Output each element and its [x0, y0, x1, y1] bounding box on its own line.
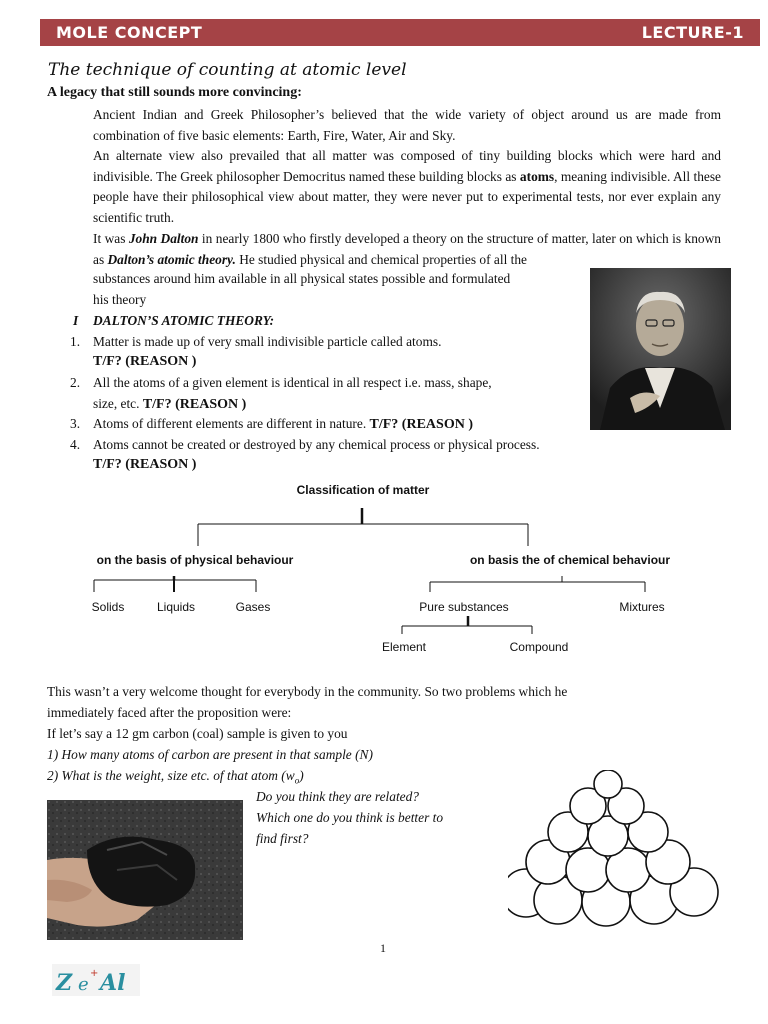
page-title: The technique of counting at atomic level — [48, 60, 407, 80]
diagram-root-label: Classification of matter — [296, 483, 430, 497]
diagram-gases: Gases — [235, 600, 271, 614]
header-title: MOLE CONCEPT — [56, 23, 203, 42]
svg-text:Z: Z — [56, 970, 73, 996]
ask-line-3: find first? — [256, 831, 309, 846]
list-item-continuation: size, etc. T/F? (REASON ) — [93, 396, 247, 412]
svg-text:Al: Al — [100, 970, 126, 996]
classification-diagram — [80, 476, 700, 661]
diagram-solids: Solids — [91, 600, 125, 614]
diagram-compound: Compound — [509, 640, 569, 654]
paragraph-2: An alternate view also prevailed that all matter was composed of tiny building blocks which were hard and indivisible. The Greek philosopher Democritus named these building blocks as atoms, meaning indivisible. All these people have their philosophical view about matter, they were never put to experimental tests, nor ever explain any scientific truth. — [93, 148, 721, 226]
question-1: 1) How many atoms of carbon are present in that sample (N) — [47, 747, 373, 762]
list-item-text: Matter is made up of very small indivisible particle called atoms. — [93, 334, 442, 349]
paragraph-3-line-4: substances around him available in all physical states possible and formulated — [93, 271, 511, 286]
list-item-text: Atoms cannot be created or destroyed by any chemical process or physical process. — [93, 437, 540, 452]
true-false-reason: T/F? (REASON ) — [93, 354, 197, 369]
question-2: 2) What is the weight, size etc. of that atom $(w_o)$ — [47, 768, 304, 786]
stacked-atoms-illustration — [508, 770, 720, 945]
list-item-number: 4. — [70, 437, 81, 452]
coal-sample-photo — [47, 800, 243, 940]
diagram-liquids: Liquids — [156, 600, 196, 614]
zeal-logo — [50, 962, 142, 998]
header-bar — [40, 19, 760, 46]
diagram-chemical-label: on basis the of chemical behaviour — [469, 553, 671, 567]
list-item-text-3: Atoms of different elements are different in nature. T/F? (REASON ) — [93, 416, 473, 432]
paragraph-4-line-2: immediately faced after the proposition were: — [47, 705, 292, 720]
list-item-number: 1. — [70, 334, 81, 349]
header-lecture: LECTURE-1 — [641, 23, 744, 42]
svg-text:e: e — [78, 974, 89, 995]
paragraph-1: Ancient Indian and Greek Philosopher’s believed that the wide variety of object around us are made from combination of five basic elements: Earth, Fire, Water, Air and Sky. — [93, 107, 721, 143]
section-title: DALTON’S ATOMIC THEORY: — [93, 313, 275, 328]
diagram-pure-substances: Pure substances — [419, 600, 509, 614]
paragraph-5: If let’s say a 12 gm carbon (coal) sample is given to you — [47, 726, 348, 741]
paragraph-3-line-5: his theory — [93, 292, 147, 307]
diagram-physical-label: on the basis of physical behaviour — [96, 553, 294, 567]
list-item-text: All the atoms of a given element is identical in all respect i.e. mass, shape, — [93, 375, 492, 390]
list-item-number: 3. — [70, 416, 81, 431]
ask-line-1: Do you think they are related? — [256, 789, 419, 804]
john-dalton-portrait — [590, 268, 731, 430]
true-false-reason: T/F? (REASON ) — [93, 457, 197, 472]
svg-text:+: + — [90, 968, 99, 979]
ask-line-2: Which one do you think is better to — [256, 810, 444, 825]
paragraph-3: It was John Dalton in nearly 1800 who firstly developed a theory on the structure of matter, later on which is known as Dalton’s atomic theory. He studied physical and chemical properties of all the — [93, 231, 721, 267]
page-number: 1 — [380, 941, 386, 955]
list-item-number: 2. — [70, 375, 81, 390]
diagram-element: Element — [381, 640, 427, 654]
diagram-mixtures: Mixtures — [619, 600, 665, 614]
paragraph-4-line-1: This wasn’t a very welcome thought for everybody in the community. So two problems which he — [47, 684, 568, 699]
page-subtitle: A legacy that still sounds more convincing: — [47, 85, 302, 100]
section-number: I — [73, 313, 79, 328]
